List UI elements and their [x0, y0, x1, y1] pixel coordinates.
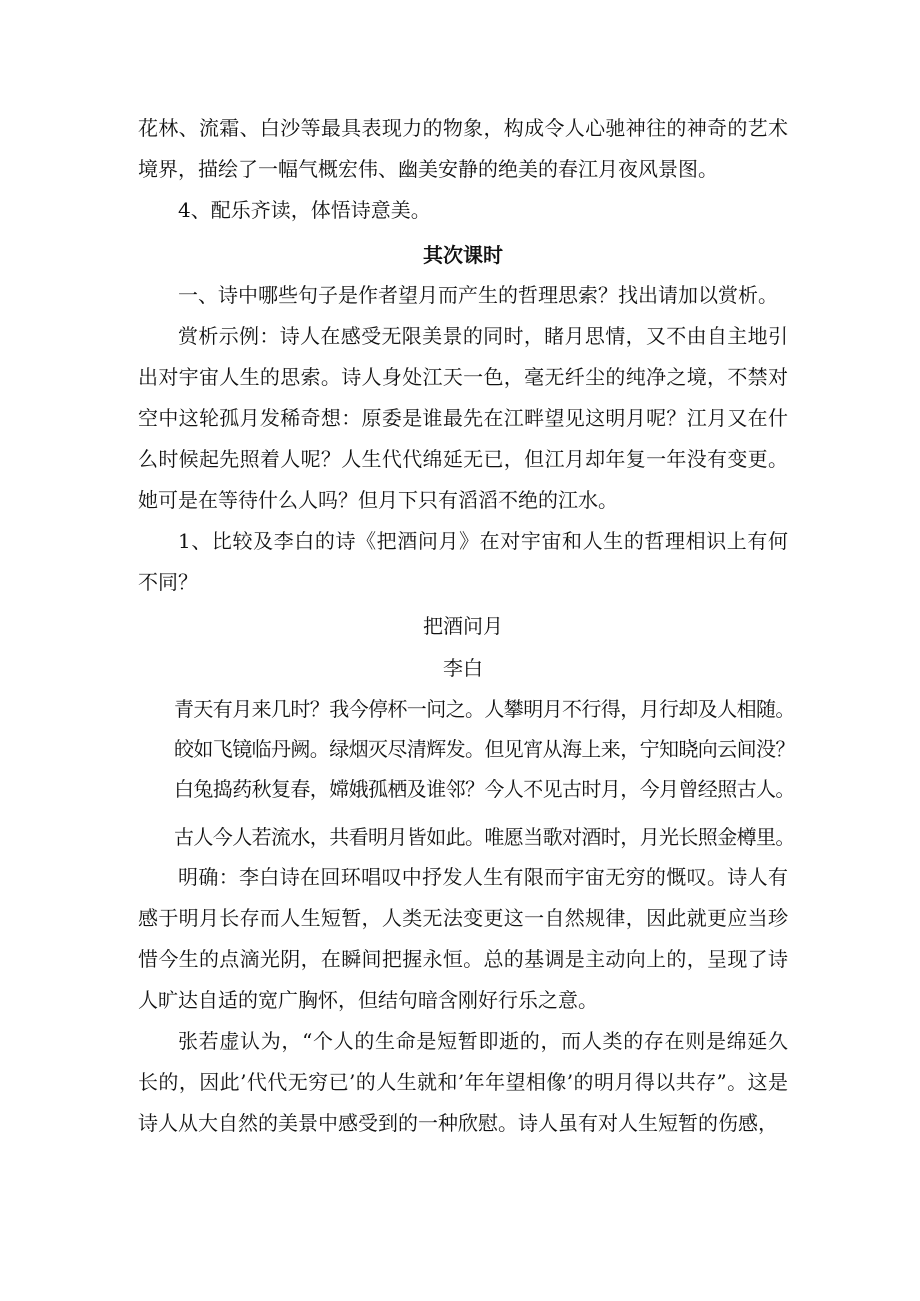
analysis-example: 赏析示例：诗人在感受无限美景的同时，睹月思情，又不由自主地引出对宇宙人生的思索。诗人身处江天一色，毫无纤尘的纯净之境，不禁对空中这轮孤月发稀奇想：原委是谁最先在江畔望见这明月呢？江月又在什么时候起先照着人呢？人生代代绵延无已，但江月却年复一年没有变更。她可是在等待什么人吗？但月下只有滔滔不绝的江水。: [138, 324, 788, 512]
document-page: [138, 108, 795, 1144]
poem-line: 白兔捣药秋复春，嫦娥孤栖及谁邻？今人不见古时月，今月曾经照古人。: [174, 777, 795, 801]
comparison-question: 1、比较及李白的诗《把酒问月》在对宇宙和人生的哲理相识上有何不同？: [138, 529, 788, 594]
poem-line: 青天有月来几时？我今停杯一问之。人攀明月不行得，月行却及人相随。: [174, 697, 795, 721]
zhang-ruoxu-paragraph: 张若虚认为，“个人的生命是短暂即逝的，而人类的存在则是绵延久长的，因此’代代无穷已’的人生就和’年年望相像’的明月得以共存”。这是诗人从大自然的美景中感受到的一种欣慰。诗人虽有对人生短暂的伤感，: [138, 1029, 788, 1135]
poem-line: 古人今人若流水，共看明月皆如此。唯愿当歌对酒时，月光长照金樽里。: [174, 825, 795, 849]
paragraph-step-4: 4、配乐齐读，体悟诗意美。: [178, 198, 431, 222]
question-1: 一、诗中哪些句子是作者望月而产生的哲理思索？找出请加以赏析。: [178, 283, 778, 307]
section-heading: 其次课时: [423, 243, 503, 267]
paragraph-continuation: 花林、流霜、白沙等最具表现力的物象，构成令人心驰神往的神奇的艺术境界，描绘了一幅气概宏伟、幽美安静的绝美的春江月夜风景图。: [138, 116, 788, 181]
poem-author: 李白: [443, 656, 483, 680]
clarification-paragraph: 明确：李白诗在回环唱叹中抒发人生有限而宇宙无穷的慨叹。诗人有感于明月长存而人生短暂，人类无法变更这一自然规律，因此就更应当珍惜今生的点滴光阴，在瞬间把握永恒。总的基调是主动向上的，呈现了诗人旷达自适的宽广胸怀，但结句暗含刚好行乐之意。: [138, 865, 788, 1012]
poem-title: 把酒问月: [423, 614, 503, 638]
poem-line: 皎如飞镜临丹阙。绿烟灭尽清辉发。但见宵从海上来，宁知晓向云间没？: [174, 737, 795, 761]
